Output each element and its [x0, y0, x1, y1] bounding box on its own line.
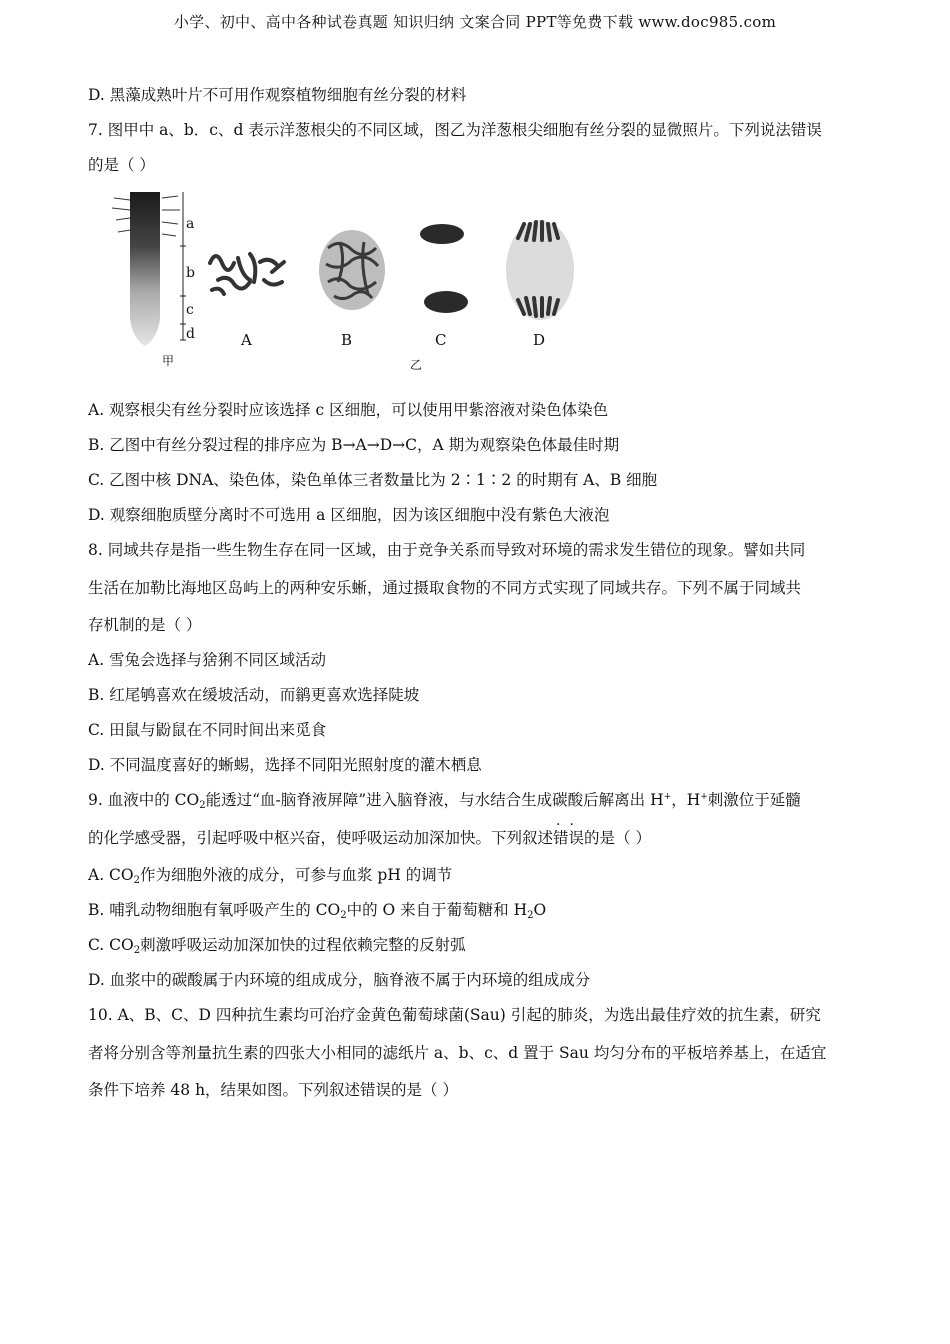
q6-option-d: D. 黑藻成熟叶片不可用作观察植物细胞有丝分裂的材料 [88, 86, 467, 104]
q7-figure [100, 188, 600, 378]
q8-option-b: B. 红尾鸲喜欢在缓坡活动，而鹟更喜欢选择陡坡 [88, 686, 420, 704]
cell-label-d: D [533, 331, 546, 349]
q7-option-a: A. 观察根尖有丝分裂时应该选择 c 区细胞，可以使用甲紫溶液对染色体染色 [88, 401, 609, 419]
figure-yi-label: 乙 [410, 358, 423, 372]
cell-label-c: C [435, 331, 447, 349]
root-label-d: d [186, 326, 195, 342]
q9-option-b: B. 哺乳动物细胞有氧呼吸产生的 $CO_2$中的 O 来自于葡萄糖和 $H_2O$ [88, 901, 547, 921]
q8-stem-line3: 存机制的是（ ） [88, 616, 202, 634]
q9-option-a: A. $CO_2$作为细胞外液的成分，可参与血浆 pH 的调节 [88, 866, 453, 886]
cell-c-drawing [420, 224, 468, 313]
q10-stem-line2: 者将分别含等剂量抗生素的四张大小相同的滤纸片 a、b、c、d 置于 Sau 均匀分布的平板培养基上，在适宜 [88, 1044, 827, 1062]
q8-stem-line2: 生活在加勒比海地区岛屿上的两种安乐蜥，通过摄取食物的不同方式实现了同域共存。下列不属于同域共 [88, 579, 802, 597]
q7-stem-line2: 的是（ ） [88, 156, 155, 174]
q8-option-d: D. 不同温度喜好的蜥蜴，选择不同阳光照射度的灌木栖息 [88, 756, 482, 774]
root-label-c: c [186, 302, 194, 318]
cell-b-drawing [319, 230, 385, 310]
q7-option-b: B. 乙图中有丝分裂过程的排序应为 B→A→D→C，A 期为观察染色体最佳时期 [88, 436, 620, 454]
cell-label-b: B [341, 331, 353, 349]
root-tip-drawing [112, 192, 186, 346]
q9-stem-line2: 的化学感受器，引起呼吸中枢兴奋，使呼吸运动加深加快。下列叙述错误 ·· 的是（ ） [88, 817, 651, 847]
root-label-b: b [186, 265, 195, 281]
mitosis-figure [100, 188, 600, 378]
figure-jia-label: 甲 [162, 354, 175, 368]
emphasis-wrong: 错误 ·· [553, 817, 585, 847]
q9-option-c: C. $CO_2$刺激呼吸运动加深加快的过程依赖完整的反射弧 [88, 936, 466, 956]
cell-d-drawing [506, 220, 574, 320]
q8-stem-line1: 8. 同域共存是指一些生物生存在同一区域，由于竞争关系而导致对环境的需求发生错位的现象。譬如共同 [88, 541, 806, 559]
page-header: 小学、初中、高中各种试卷真题 知识归纳 文案合同 PPT等免费下载 www.doc985.com [173, 13, 777, 31]
root-label-a: a [186, 216, 195, 232]
q9-stem-line1: 9. 血液中的 $CO_2$能透过“血-脑脊液屏障”进入脑脊液，与水结合生成碳酸后解离出 H+，H+刺激位于延髓 [88, 791, 801, 811]
cell-label-a: A [241, 331, 252, 349]
q7-option-c: C. 乙图中核 DNA、染色体，染色单体三者数量比为 2∶1∶2 的时期有 A、B 细胞 [88, 471, 658, 489]
q10-stem-line1: 10. A、B、C、D 四种抗生素均可治疗金黄色葡萄球菌(Sau) 引起的肺炎，为选出最佳疗效的抗生素，研究 [88, 1006, 821, 1024]
q8-option-a: A. 雪兔会选择与猞猁不同区域活动 [88, 651, 327, 669]
q9-option-d: D. 血浆中的碳酸属于内环境的组成成分，脑脊液不属于内环境的组成成分 [88, 971, 591, 989]
q7-stem-line1: 7. 图甲中 a、b．c、d 表示洋葱根尖的不同区域，图乙为洋葱根尖细胞有丝分裂的显微照片。下列说法错误 [88, 121, 822, 139]
q8-option-c: C. 田鼠与鼢鼠在不同时间出来觅食 [88, 721, 327, 739]
q7-option-d: D. 观察细胞质壁分离时不可选用 a 区细胞，因为该区细胞中没有紫色大液泡 [88, 506, 610, 524]
cell-a-drawing [210, 254, 284, 294]
q10-stem-line3: 条件下培养 48 h，结果如图。下列叙述错误的是（ ） [88, 1081, 458, 1099]
